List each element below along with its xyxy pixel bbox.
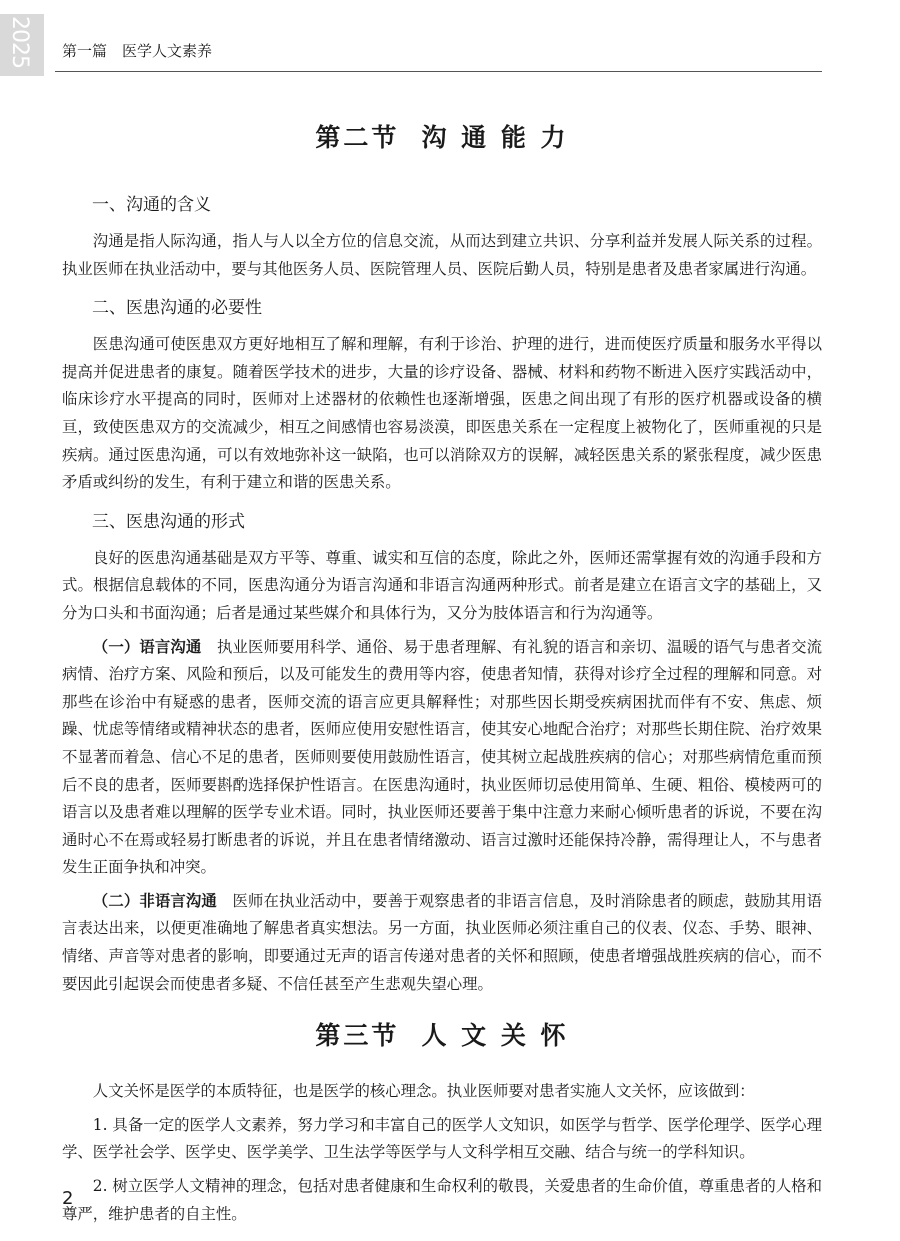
running-header: 第一篇 医学人文素养: [62, 42, 213, 60]
section-title-humanistic-care: [62, 1016, 822, 1056]
paragraph: 医患沟通可使医患双方更好地相互了解和理解，有利于诊治、护理的进行，进而使医疗质量和服务水平得以提高并促进患者的康复。随着医学技术的进步，大量的诊疗设备、器械、材料和药物不断进入医疗实践活动中，临床诊疗水平提高的同时，医师对上述器材的依赖性也逐渐增强，医患之间出现了有形的医疗机器或设备的横亘，致使医患双方的交流减少，相互之间感情也容易淡漠，即医患关系在一定程度上被物化了，医师重视的只是疾病。通过医患沟通，可以有效地弥补这一缺陷，也可以消除双方的误解，减轻医患关系的紧张程度，减少医患矛盾或纠纷的发生，有利于建立和谐的医患关系。: [62, 335, 822, 492]
section-title-communication: [62, 118, 822, 158]
header-divider: [55, 71, 822, 72]
lead-nonverbal: （二）非语言沟通: [92, 891, 217, 910]
section-number: 第三节: [315, 1021, 400, 1051]
paragraph-verbal: [62, 634, 822, 882]
page-number: 2: [62, 1188, 74, 1209]
section-number: 第二节: [315, 123, 400, 152]
paragraph: 2. 树立医学人文精神的理念，包括对患者健康和生命权利的敬畏，关爱患者的生命价值，尊重患者的人格和尊严，维护患者的自主性。: [62, 1177, 822, 1223]
year-label: 2025: [7, 16, 32, 68]
paragraph: 沟通是指人际沟通，指人与人以全方位的信息交流，从而达到建立共识、分享利益并发展人际关系的过程。执业医师在执业活动中，要与其他医务人员、医院管理人员、医院后勤人员，特别是患者及患者家属进行沟通。: [62, 232, 822, 278]
paragraph-body: 医师在执业活动中，要善于观察患者的非语言信息，及时消除患者的顾虑，鼓励其用语言表达出来，以便更准确地了解患者真实想法。另一方面，执业医师必须注重自己的仪表、仪态、手势、眼神、情绪、声音等对患者的影响，即要通过无声的语言传递对患者的关怀和照顾，使患者增强战胜疾病的信心，而不要因此引起误会而使患者多疑、不信任甚至产生悲观失望心理。: [62, 891, 822, 993]
paragraph-body: 执业医师要用科学、通俗、易于患者理解、有礼貌的语言和亲切、温暖的语气与患者交流病情、治疗方案、风险和预后，以及可能发生的费用等内容，使患者知情，获得对诊疗全过程的理解和同意。对那些在诊治中有疑惑的患者，医师交流的语言应更具解释性；对那些因长期受疾病困扰而伴有不安、焦虑、烦躁、忧虑等情绪或精神状态的患者，医师应使用安慰性语言，使其安心地配合治疗；对那些长期住院、治疗效果不显著而着急、信心不足的患者，医师则要使用鼓励性语言，使其树立起战胜疾病的信心；对那些病情危重而预后不良的患者，医师要斟酌选择保护性语言。在医患沟通时，执业医师切忌使用简单、生硬、粗俗、模棱两可的语言以及患者难以理解的医学专业术语。同时，执业医师还要善于集中注意力来耐心倾听患者的诉说，不要在沟通时心不在焉或轻易打断患者的诉说，并且在患者情绪激动、语言过激时还能保持冷静，需得理让人，不与患者发生正面争执和冲突。: [62, 637, 822, 877]
subheading-necessity: 二、医患沟通的必要性: [92, 298, 262, 319]
paragraph: 人文关怀是医学的本质特征，也是医学的核心理念。执业医师要对患者实施人文关怀，应该做到：: [92, 1082, 755, 1101]
paragraph: 良好的医患沟通基础是双方平等、尊重、诚实和互信的态度，除此之外，医师还需掌握有效的沟通手段和方式。根据信息载体的不同，医患沟通分为语言沟通和非语言沟通两种形式。前者是建立在语言文字的基础上，又分为口头和书面沟通；后者是通过某些媒介和具体行为，又分为肢体语言和行为沟通等。: [62, 548, 822, 622]
year-tab: [0, 14, 44, 76]
page-body: [62, 118, 822, 1234]
paragraph: 1. 具备一定的医学人文素养，努力学习和丰富自己的医学人文知识，如医学与哲学、医学伦理学、医学心理学、医学社会学、医学史、医学美学、卫生法学等医学与人文科学相互交融、结合与统一的学科知识。: [62, 1115, 822, 1162]
subheading-meaning: 一、沟通的含义: [92, 195, 211, 215]
section-topic: 人 文 关 怀: [421, 1021, 569, 1051]
lead-verbal: （一）语言沟通: [92, 637, 202, 656]
paragraph-nonverbal: [62, 888, 822, 998]
section-topic: 沟 通 能 力: [421, 123, 569, 152]
subheading-forms: 三、医患沟通的形式: [92, 511, 245, 532]
